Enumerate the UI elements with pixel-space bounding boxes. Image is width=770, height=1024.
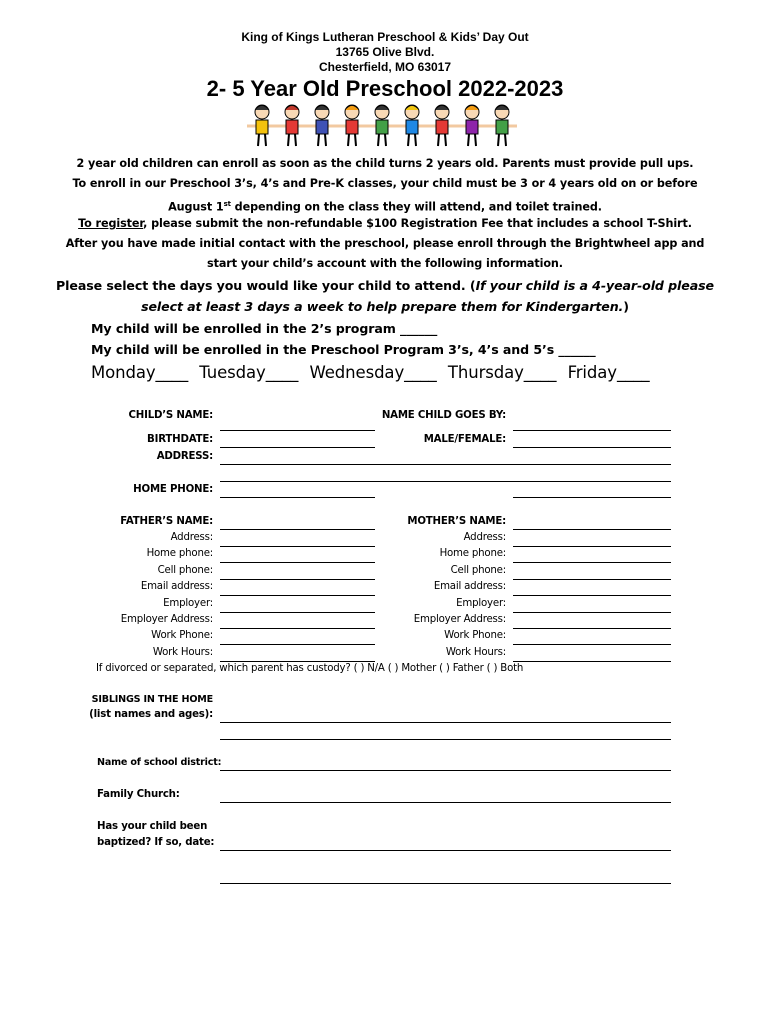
mother-address-label: Address: (463, 532, 506, 543)
kid-figure-part (498, 134, 499, 146)
mother-cell-phone-field[interactable] (513, 579, 671, 580)
select-days-line-2 (0, 296, 770, 317)
mother-home-phone-field[interactable] (513, 562, 671, 563)
day-wednesday[interactable]: Wednesday____ (309, 363, 437, 382)
name-goes-by-field[interactable] (513, 430, 671, 431)
day-tuesday[interactable]: Tuesday____ (199, 363, 299, 382)
kid-figure-part (318, 134, 319, 146)
kid-figure-part (496, 120, 508, 134)
father-email-address-field[interactable] (220, 595, 375, 596)
father-home-phone-field[interactable] (220, 562, 375, 563)
mother-work-phone-field[interactable] (513, 644, 671, 645)
mother-employer-label: Employer: (456, 598, 506, 609)
kid-figure-part (408, 134, 409, 146)
select-days-note-2: select at least 3 days a week to help prepare them for Kindergarten. (141, 299, 624, 314)
school-district-label: Name of school district: (97, 757, 222, 768)
mother-address-field[interactable] (513, 546, 671, 547)
kid-figure-part (375, 106, 389, 111)
mothers-name-label: MOTHER’S NAME: (407, 516, 506, 527)
kid-figure-part (288, 134, 289, 146)
kid-figure-part (385, 134, 386, 146)
mother-work-hours-field[interactable] (513, 661, 671, 662)
kid-figure-part (495, 106, 509, 111)
father-address-field[interactable] (220, 546, 375, 547)
intro-line-2: To enroll in our Preschool 3’s, 4’s and Pre-K classes, your child must be 3 or 4 years old on or before (72, 177, 698, 190)
family-church-field[interactable] (220, 802, 671, 803)
kid-figure-part (315, 106, 329, 111)
mother-work-phone-label: Work Phone: (444, 630, 506, 641)
mothers-name-field[interactable] (513, 529, 671, 530)
intro-line-4b: , please submit the non-refundable $100 Registration Fee that includes a school T-Shirt. (143, 217, 692, 230)
program-preschool[interactable]: My child will be enrolled in the Preschool Program 3’s, 4’s and 5’s ______ (91, 342, 596, 357)
child-name-label: CHILD’S NAME: (128, 410, 213, 421)
mother-work-hours-label: Work Hours: (445, 647, 506, 658)
male-female-field[interactable] (513, 447, 671, 448)
intro-line-4 (0, 214, 770, 234)
kid-figure-part (415, 134, 416, 146)
intro-line-3-sup: st (223, 200, 231, 208)
father-work-phone-label: Work Phone: (151, 630, 213, 641)
father-cell-phone-label: Cell phone: (157, 565, 213, 576)
father-work-hours-label: Work Hours: (152, 647, 213, 658)
father-home-phone-label: Home phone: (146, 548, 213, 559)
mother-email-address-label: Email address: (433, 581, 506, 592)
siblings-field-2[interactable] (220, 739, 671, 740)
kid-figure-part (265, 134, 266, 146)
child-name-field[interactable] (220, 430, 375, 431)
father-employer-field[interactable] (220, 612, 375, 613)
day-friday[interactable]: Friday____ (567, 363, 650, 382)
select-days-text: Please select the days you would like your child to attend. ( (56, 278, 476, 293)
family-church-label: Family Church: (97, 789, 180, 800)
kid-figure-part (295, 134, 296, 146)
father-employer-address-label: Employer Address: (120, 614, 213, 625)
birthdate-label: BIRTHDATE: (147, 434, 213, 445)
school-address-line1: 13765 Olive Blvd. (335, 45, 435, 59)
father-work-phone-field[interactable] (220, 644, 375, 645)
name-goes-by-label: NAME CHILD GOES BY: (381, 410, 506, 421)
kid-figure-part (465, 106, 479, 111)
siblings-label-1: SIBLINGS IN THE HOME (91, 694, 213, 705)
kid-figure-part (285, 106, 299, 111)
mother-employer-address-label: Employer Address: (413, 614, 506, 625)
kid-figure-part (435, 106, 449, 111)
siblings-field-1[interactable] (220, 722, 671, 723)
fathers-name-field[interactable] (220, 529, 375, 530)
mother-home-phone-label: Home phone: (439, 548, 506, 559)
mother-email-address-field[interactable] (513, 595, 671, 596)
home-phone-label: HOME PHONE: (133, 484, 213, 495)
father-employer-label: Employer: (163, 598, 213, 609)
siblings-label-2: (list names and ages): (89, 709, 213, 720)
kid-figure-part (348, 134, 349, 146)
intro-line-6: start your child’s account with the following information. (207, 257, 563, 270)
birthdate-field[interactable] (220, 447, 375, 448)
kid-figure-part (346, 120, 358, 134)
school-name: King of Kings Lutheran Preschool & Kids’ Day Out (241, 30, 529, 44)
kid-figure-part (475, 134, 476, 146)
page-title: 2- 5 Year Old Preschool 2022-2023 (206, 76, 564, 101)
select-days-note-1: If your child is a 4-year-old please (475, 278, 714, 293)
address-label: ADDRESS: (156, 451, 213, 462)
program-twos[interactable]: My child will be enrolled in the 2’s program ______ (91, 321, 438, 336)
kid-figure-part (468, 134, 469, 146)
custody-question[interactable]: If divorced or separated, which parent has custody? ( ) N/A ( ) Mother ( ) Father ( ) Both (96, 663, 524, 674)
kid-figure-part (316, 120, 328, 134)
father-cell-phone-field[interactable] (220, 579, 375, 580)
children-clipart-image (245, 102, 525, 152)
male-female-label: MALE/FEMALE: (423, 434, 506, 445)
kid-figure-part (466, 120, 478, 134)
kid-figure-part (405, 106, 419, 111)
school-address-line2: Chesterfield, MO 63017 (318, 60, 452, 74)
mother-employer-address-field[interactable] (513, 628, 671, 629)
address-field-1[interactable] (220, 464, 671, 465)
father-employer-address-field[interactable] (220, 628, 375, 629)
father-address-label: Address: (170, 532, 213, 543)
intro-line-3a: August 1 (168, 200, 224, 214)
baptized-field-1[interactable] (220, 850, 671, 851)
fathers-name-label: FATHER’S NAME: (120, 516, 213, 527)
home-phone-field[interactable] (220, 497, 375, 498)
father-email-address-label: Email address: (140, 581, 213, 592)
baptized-label-2: baptized? If so, date: (97, 837, 215, 848)
select-days-close: ) (623, 299, 629, 314)
intro-line-3b: depending on the class they will attend, and toilet trained. (230, 200, 602, 214)
kid-figure-part (286, 120, 298, 134)
baptized-label-1: Has your child been (97, 821, 208, 832)
kid-figure-part (355, 134, 356, 146)
kid-figure-part (505, 134, 506, 146)
to-register-text: To register (78, 217, 144, 230)
kid-figure-part (406, 120, 418, 134)
address-field-2[interactable] (220, 481, 671, 482)
mother-employer-field[interactable] (513, 612, 671, 613)
kid-figure-part (436, 120, 448, 134)
baptized-field-2[interactable] (220, 883, 671, 884)
kid-figure-part (378, 134, 379, 146)
home-phone-field-2[interactable] (513, 497, 671, 498)
select-days-line-1 (0, 275, 770, 296)
kid-figure-part (445, 134, 446, 146)
day-monday[interactable]: Monday____ (91, 363, 189, 382)
kid-figure-part (438, 134, 439, 146)
days-row (91, 363, 656, 382)
kid-figure-part (256, 120, 268, 134)
kid-figure-part (325, 134, 326, 146)
day-thursday[interactable]: Thursday____ (447, 363, 557, 382)
kid-figure-part (345, 106, 359, 111)
kid-figure-part (376, 120, 388, 134)
father-work-hours-field[interactable] (220, 661, 375, 662)
mother-cell-phone-label: Cell phone: (450, 565, 506, 576)
intro-line-5: After you have made initial contact with the preschool, please enroll through the Brightwheel app and (65, 237, 705, 250)
school-district-field[interactable] (220, 770, 671, 771)
intro-line-1: 2 year old children can enroll as soon as the child turns 2 years old. Parents must provide pull ups. (76, 157, 694, 170)
kid-figure-part (255, 106, 269, 111)
kid-figure-part (258, 134, 259, 146)
